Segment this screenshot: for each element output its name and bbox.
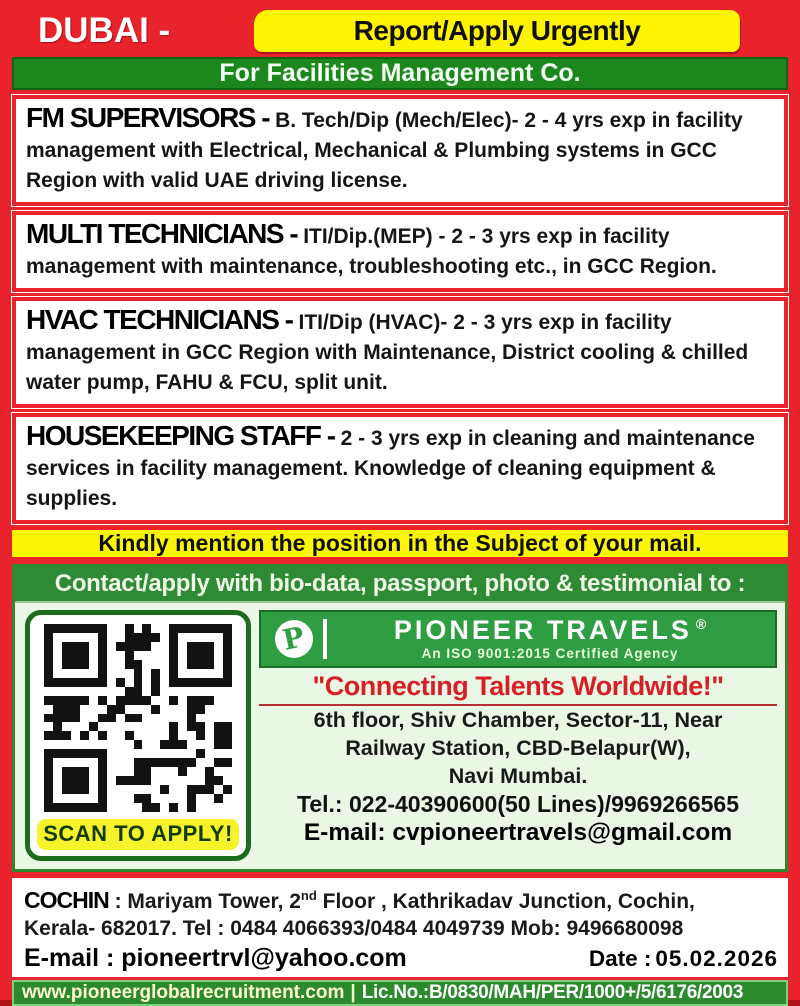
- cochin-email-date-row: [24, 944, 778, 973]
- cochin-address-line-1: [24, 882, 778, 915]
- contact-header-label: Contact/apply with bio-data, passport, photo & testimonial to :: [54, 570, 746, 597]
- location-title: DUBAI -: [38, 11, 171, 50]
- scan-to-apply-pill: [37, 819, 239, 850]
- logo-name-row: [337, 617, 763, 644]
- company-banner-label: For Facilities Management Co.: [219, 59, 581, 87]
- subject-note-bar: [12, 530, 788, 557]
- cochin-branch-label: COCHIN: [24, 887, 109, 913]
- job-title: FM SUPERVISORS -: [26, 102, 270, 133]
- cochin-branch-section: [12, 878, 788, 977]
- job-description: 2 - 3 yrs exp in cleaning and maintenance services in facility management. Knowledge of cleaning equipment & supplies.: [26, 427, 755, 510]
- footer-website: www.pioneerglobalrecruitment.com: [22, 982, 345, 1003]
- cochin-email: E-mail : pioneertrvl@yahoo.com: [24, 944, 407, 972]
- registered-mark-icon: ®: [695, 616, 707, 633]
- job-section-housekeeping-staff: [12, 413, 788, 524]
- job-title: HOUSEKEEPING STAFF -: [26, 420, 335, 451]
- job-description: ITI/Dip (HVAC)- 2 - 3 yrs exp in facility management in GCC Region with Maintenance, District cooling & chilled water pump, FAHU & FCU, split unit.: [26, 311, 749, 394]
- logo-text-column: [337, 617, 763, 661]
- pioneer-swirl-glyph: P: [280, 620, 308, 657]
- agency-column: [259, 610, 777, 861]
- agency-telephone: Tel.: 022-40390600(50 Lines)/9969266565: [297, 791, 739, 817]
- agency-address-line-1: 6th floor, Shiv Chamber, Sector-11, Near: [313, 708, 723, 732]
- cochin-address-part-b: Floor , Kathrikadav Junction, Cochin,: [316, 890, 695, 913]
- contact-block: [12, 564, 788, 872]
- footer-bar: [12, 980, 788, 1006]
- job-paragraph: [26, 305, 774, 398]
- qr-card: [25, 610, 251, 861]
- job-section-multi-technicians: [12, 211, 788, 292]
- job-section-fm-supervisors: [12, 95, 788, 206]
- qr-code-icon: [44, 624, 232, 812]
- agency-address-line-3: Navi Mumbai.: [448, 764, 588, 788]
- logo-divider: [323, 619, 327, 659]
- job-paragraph: [26, 421, 774, 514]
- job-title: HVAC TECHNICIANS -: [26, 304, 293, 335]
- job-section-hvac-technicians: [12, 297, 788, 408]
- pioneer-swirl-icon: [275, 620, 313, 658]
- contact-header-bar: [15, 567, 785, 603]
- agency-certification: An ISO 9001:2015 Certified Agency: [421, 646, 679, 662]
- job-paragraph: [26, 103, 774, 196]
- contact-body: [15, 603, 785, 869]
- date-label: Date :: [588, 946, 652, 971]
- agency-name: PIONEER TRAVELS: [393, 615, 692, 646]
- job-paragraph: [26, 219, 774, 282]
- footer-license: Lic.No.:B/0830/MAH/PER/1000+/5/6176/2003: [361, 982, 744, 1003]
- cochin-address-part-a: : Mariyam Tower, 2: [108, 890, 301, 913]
- pioneer-logo-box: [259, 610, 777, 668]
- urgency-badge: [254, 10, 740, 52]
- company-banner: [12, 57, 788, 90]
- scan-to-apply-label: SCAN TO APPLY!: [43, 821, 233, 846]
- agency-address-line-2: Railway Station, CBD-Belapur(W),: [345, 736, 691, 760]
- agency-tagline: "Connecting Talents Worldwide!": [259, 671, 777, 706]
- urgency-badge-label: Report/Apply Urgently: [353, 15, 641, 46]
- cochin-address-line-2: Kerala- 682017. Tel : 0484 4066393/0484 4049739 Mob: 9496680098: [24, 917, 684, 940]
- job-description: B. Tech/Dip (Mech/Elec)- 2 - 4 yrs exp in facility management with Electrical, Mechanical & Plumbing systems in GCC Region with valid UAE driving license.: [26, 109, 743, 192]
- footer-separator: |: [350, 982, 356, 1003]
- job-description: ITI/Dip.(MEP) - 2 - 3 yrs exp in facility management with maintenance, troubleshooting etc., in GCC Region.: [26, 225, 717, 278]
- agency-email: E-mail: cvpioneertravels@gmail.com: [303, 819, 733, 846]
- cochin-floor-ordinal: nd: [300, 888, 317, 903]
- header-band: [12, 10, 788, 52]
- job-title: MULTI TECHNICIANS -: [26, 218, 298, 249]
- subject-note-label: Kindly mention the position in the Subject of your mail.: [98, 530, 702, 556]
- date-value: 05.02.2026: [655, 946, 778, 971]
